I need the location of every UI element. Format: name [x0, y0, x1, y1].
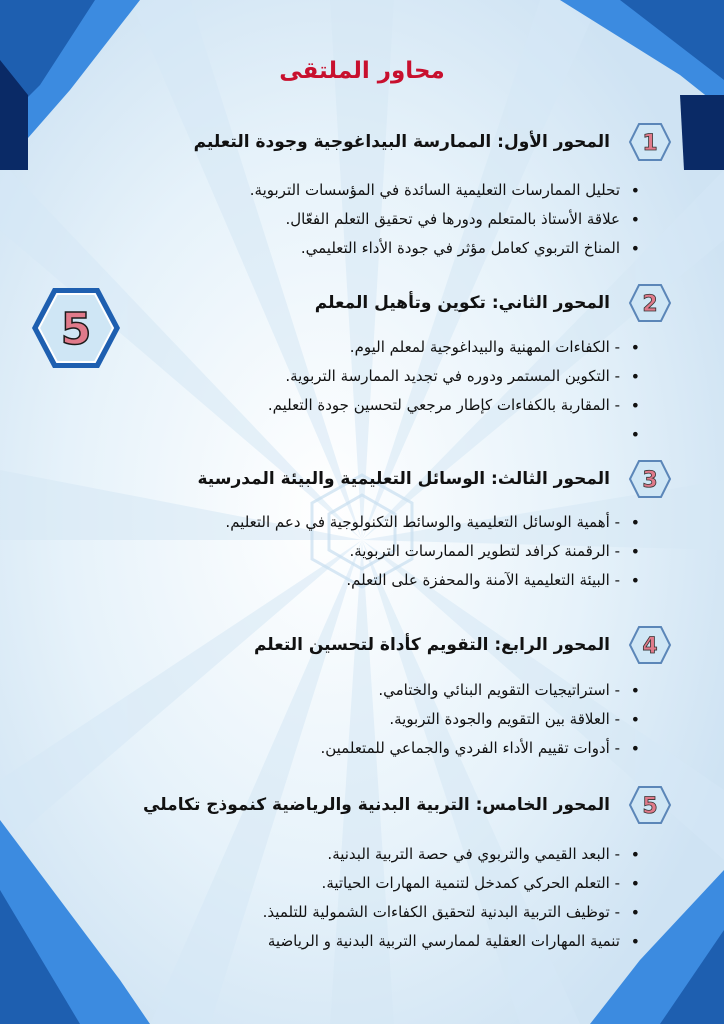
list-item: • - التعلم الحركي كمدخل لتنمية المهارات الحياتية. — [263, 869, 640, 898]
axis-5-title: المحور الخامس: التربية البدنية والرياضية كنموذج تكاملي — [143, 795, 610, 815]
list-item: • - الكفاءات المهنية والبيداغوجية لمعلم اليوم. — [268, 333, 640, 362]
svg-text:2: 2 — [642, 292, 658, 317]
list-item: • - التكوين المستمر ودوره في تجديد الممارسة التربوية. — [268, 362, 640, 391]
axis-2-number-hex — [628, 283, 672, 323]
axis-4-list — [320, 676, 640, 763]
axis-1-header — [194, 122, 672, 162]
axis-4-number-hex — [628, 625, 672, 665]
axis-2-title: المحور الثاني: تكوين وتأهيل المعلم — [314, 293, 610, 313]
list-item: • - أدوات تقييم الأداء الفردي والجماعي للمتعلمين. — [320, 734, 640, 763]
list-item: • - توظيف التربية البدنية لتحقيق الكفاءات الشمولية للتلميذ. — [263, 898, 640, 927]
axis-3-number-hex — [628, 459, 672, 499]
number-five-badge — [30, 286, 122, 370]
list-item: • - المقاربة بالكفاءات كإطار مرجعي لتحسين جودة التعليم. — [268, 391, 640, 420]
svg-text:1: 1 — [642, 131, 658, 156]
axis-1-number-hex — [628, 122, 672, 162]
list-item: • - الرقمنة كرافد لتطوير الممارسات التربوية. — [225, 537, 640, 566]
axis-1-title: المحور الأول: الممارسة البيداغوجية وجودة التعليم — [193, 132, 610, 152]
axis-4-title: المحور الرابع: التقويم كأداة لتحسين التعلم — [253, 635, 610, 655]
svg-text:4: 4 — [642, 634, 658, 659]
list-item: • - العلاقة بين التقويم والجودة التربوية. — [320, 705, 640, 734]
axis-1-list — [250, 176, 640, 263]
svg-text:5: 5 — [642, 794, 658, 819]
axis-5-number-hex — [628, 785, 672, 825]
axis-5-list — [263, 840, 640, 956]
axis-2-list — [268, 333, 640, 420]
axis-3-title: المحور الثالث: الوسائل التعليمية والبيئة المدرسية — [197, 469, 610, 489]
list-item: • - أهمية الوسائل التعليمية والوسائط التكنولوجية في دعم التعليم. — [225, 508, 640, 537]
list-item: • المناخ التربوي كعامل مؤثر في جودة الأداء التعليمي. — [250, 234, 640, 263]
list-item: • علاقة الأستاذ بالمتعلم ودورها في تحقيق التعلم الفعّال. — [250, 205, 640, 234]
list-item: • - البيئة التعليمية الآمنة والمحفزة على التعلم. — [225, 566, 640, 595]
svg-text:3: 3 — [642, 468, 658, 493]
axis-3-list — [225, 508, 640, 595]
list-item: • - البعد القيمي والتربوي في حصة التربية البدنية. — [263, 840, 640, 869]
axis-4-header — [254, 625, 672, 665]
axis-3-header — [198, 459, 673, 499]
list-item: • تنمية المهارات العقلية لممارسي التربية البدنية و الرياضية — [263, 927, 640, 956]
list-item: • تحليل الممارسات التعليمية السائدة في المؤسسات التربوية. — [250, 176, 640, 205]
axis-2-header — [315, 283, 672, 323]
list-item: • - استراتيجيات التقويم البنائي والختامي. — [320, 676, 640, 705]
badge-number: 5 — [60, 304, 92, 355]
page-title: محاور الملتقى — [279, 58, 445, 84]
axis-5-header — [143, 785, 672, 825]
